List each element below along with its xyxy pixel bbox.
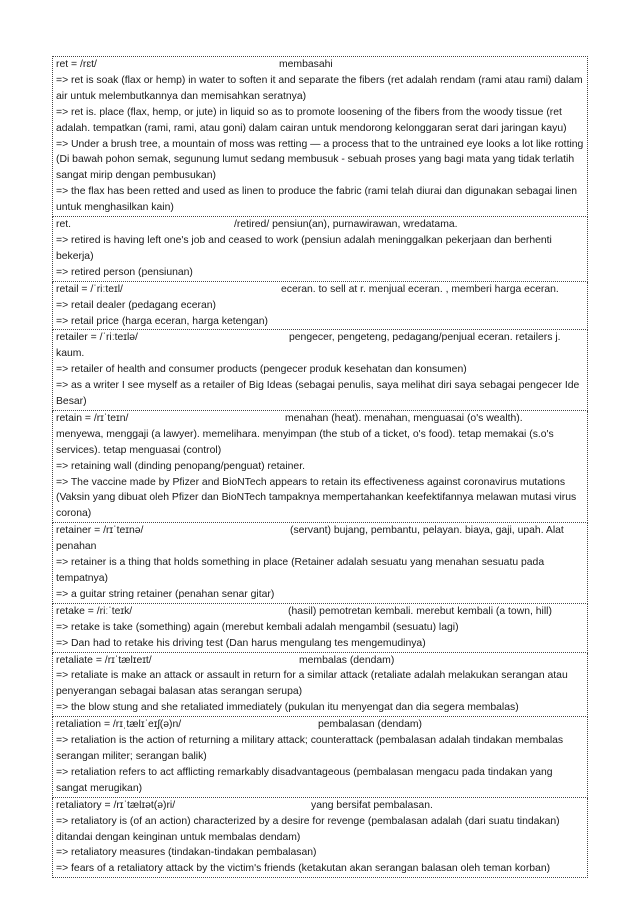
definition: membalas (dendam) <box>299 654 395 666</box>
example: => retaliation is the action of returning a military attack; counterattack (pembalasan adalah tindakan membalas serangan militer; serangan balik) <box>56 735 564 762</box>
example: => retainer is a thing that holds something in place (Retainer adalah sesuatu yang menahan sesuatu pada tempatnya) <box>56 557 545 584</box>
entry-headline <box>56 282 585 298</box>
definition: menahan (heat). menahan, menguasai (o's wealth). <box>285 412 523 424</box>
example: => retail dealer (pedagang eceran) <box>56 299 217 311</box>
headword: retake = /riːˈteɪk/ <box>56 605 133 617</box>
example: => the flax has been retted and used as linen to produce the fabric (rami telah diurai dan digunakan sebagai linen untuk menghasilkan kain) <box>56 186 578 214</box>
example: => retailer of health and consumer products (pengecer produk kesehatan dan konsumen) <box>56 364 467 376</box>
definition: yang bersifat pembalasan. <box>311 799 433 811</box>
definition: pembalasan (dendam) <box>318 719 422 731</box>
definition: membasahi <box>279 59 333 70</box>
example: => retired is having left one's job and ceased to work (pensiun adalah meninggalkan pekerjaan dan berhenti bekerja) <box>56 234 552 262</box>
definition: /retired/ pensiun(an), purnawirawan, wredatama. <box>234 219 458 231</box>
headword: retain = /rɪˈteɪn/ <box>56 412 129 424</box>
entry-headline <box>56 411 585 427</box>
example: => Dan had to retake his driving test (Dan harus mengulang tes mengemudinya) <box>56 637 426 649</box>
example: => The vaccine made by Pfizer and BioNTech appears to retain its effectiveness against coronavirus mutations (Vaksin yang dibuat oleh Pfizer dan BioNTech tampaknya mempertahankan keefektifannya melawan mutasi virus corona) <box>56 476 577 520</box>
definition: (hasil) pemotretan kembali. merebut kembali (a town, hill) <box>288 605 552 617</box>
example: => Under a brush tree, a mountain of moss was retting — a process that to the untrained eye looks a lot like rotting (Di bawah pohon semak, segunung lumut sedang membusuk - sebuah proses yang bagi mata yang tidak terlatih sangat mirip dengan pembusukan) <box>56 138 584 182</box>
example: => retaining wall (dinding penopang/penguat) retainer. <box>56 460 305 472</box>
example: => retaliatory measures (tindakan-tindakan pembalasan) <box>56 847 317 859</box>
definition: pengecer, pengeteng, pedagang/penjual eceran. retailers j. <box>289 332 561 344</box>
entry-headline <box>56 604 585 620</box>
entry-headline <box>56 717 585 733</box>
headword: retaliate = /rɪˈtælɪeɪt/ <box>56 654 152 666</box>
example: => retail price (harga eceran, harga ketengan) <box>56 315 268 327</box>
example: => retaliatory is (of an action) characterized by a desire for revenge (pembalasan adalah (dari suatu tindakan) ditandai dengan keinginan untuk membalas dendam) <box>56 815 560 843</box>
example: => a guitar string retainer (penahan senar gitar) <box>56 588 275 600</box>
definition-continued: kaum. <box>56 348 85 360</box>
headword: ret. <box>56 219 72 231</box>
example: => ret is. place (flax, hemp, or jute) in liquid so as to promote loosening of the fibers from the woody tissue (ret adalah. tempatkan (rami, rami, atau goni) dalam cairan untuk mendorong kelonggaran serat dari jaringan kayu) <box>56 106 567 134</box>
example: => fears of a retaliatory attack by the victim's friends (ketakutan akan serangan balasan oleh teman korban) <box>56 863 551 875</box>
definition-continued: menyewa, menggaji (a lawyer). memelihara. menyimpan (the stub of a ticket, o's food). tetap memakai (s.o's services). tetap menguasai (control) <box>56 428 554 456</box>
entry-headline <box>56 217 585 233</box>
entry-retaliatory <box>52 798 588 879</box>
definition: eceran. to sell at r. menjual eceran. , memberi harga eceran. <box>281 283 559 295</box>
headword: retailer = /ˈriːteɪlə/ <box>56 332 138 344</box>
entry-retailer <box>52 330 588 411</box>
entry-retail <box>52 282 588 331</box>
example: => retaliation refers to act afflicting remarkably disadvantageous (pembalasan mengacu pada tindakan yang sangat merugikan) <box>56 766 553 794</box>
example: => the blow stung and she retaliated immediately (pukulan itu menyengat dan dia segera membalas) <box>56 702 519 714</box>
example: => retaliate is make an attack or assault in return for a similar attack (retaliate adalah melakukan serangan atau penyerangan sebagai balasan atas serangan serupa) <box>56 670 568 698</box>
dictionary-page <box>52 56 588 878</box>
entry-ret <box>52 56 588 217</box>
entry-retaliation <box>52 717 588 798</box>
headword: retainer = /rɪˈteɪnə/ <box>56 525 144 537</box>
entry-headline <box>56 330 585 346</box>
entry-retake <box>52 604 588 653</box>
entry-retaliate <box>52 653 588 718</box>
entry-headline <box>56 523 585 539</box>
entry-retainer <box>52 523 588 604</box>
headword: retaliation = /rɪˌtælɪˈeɪʃ(ə)n/ <box>56 719 182 731</box>
headword: retail = /ˈriːteɪl/ <box>56 283 123 295</box>
entry-headline <box>56 57 585 73</box>
entry-ret-abbrev <box>52 217 588 282</box>
example: => retake is take (something) again (merebut kembali adalah mengambil (sesuatu) lagi) <box>56 621 459 633</box>
example: => as a writer I see myself as a retailer of Big Ideas (sebagai penulis, saya melihat diri saya sebagai pengecer Ide Besar) <box>56 380 580 408</box>
entry-headline <box>56 653 585 669</box>
example: => ret is soak (flax or hemp) in water to soften it and separate the fibers (ret adalah rendam (rami atau rami) dalam air untuk melembutkannya dan memisahkan seratnya) <box>56 74 583 102</box>
entry-retain <box>52 411 588 523</box>
headword: retaliatory = /rɪˈtælɪət(ə)ri/ <box>56 799 176 811</box>
entry-headline <box>56 798 585 814</box>
definition-continued: penahan <box>56 541 97 553</box>
definition: (servant) bujang, pembantu, pelayan. biaya, gaji, upah. Alat <box>290 525 564 537</box>
headword: ret = /rɛt/ <box>56 59 97 70</box>
example: => retired person (pensiunan) <box>56 266 193 278</box>
